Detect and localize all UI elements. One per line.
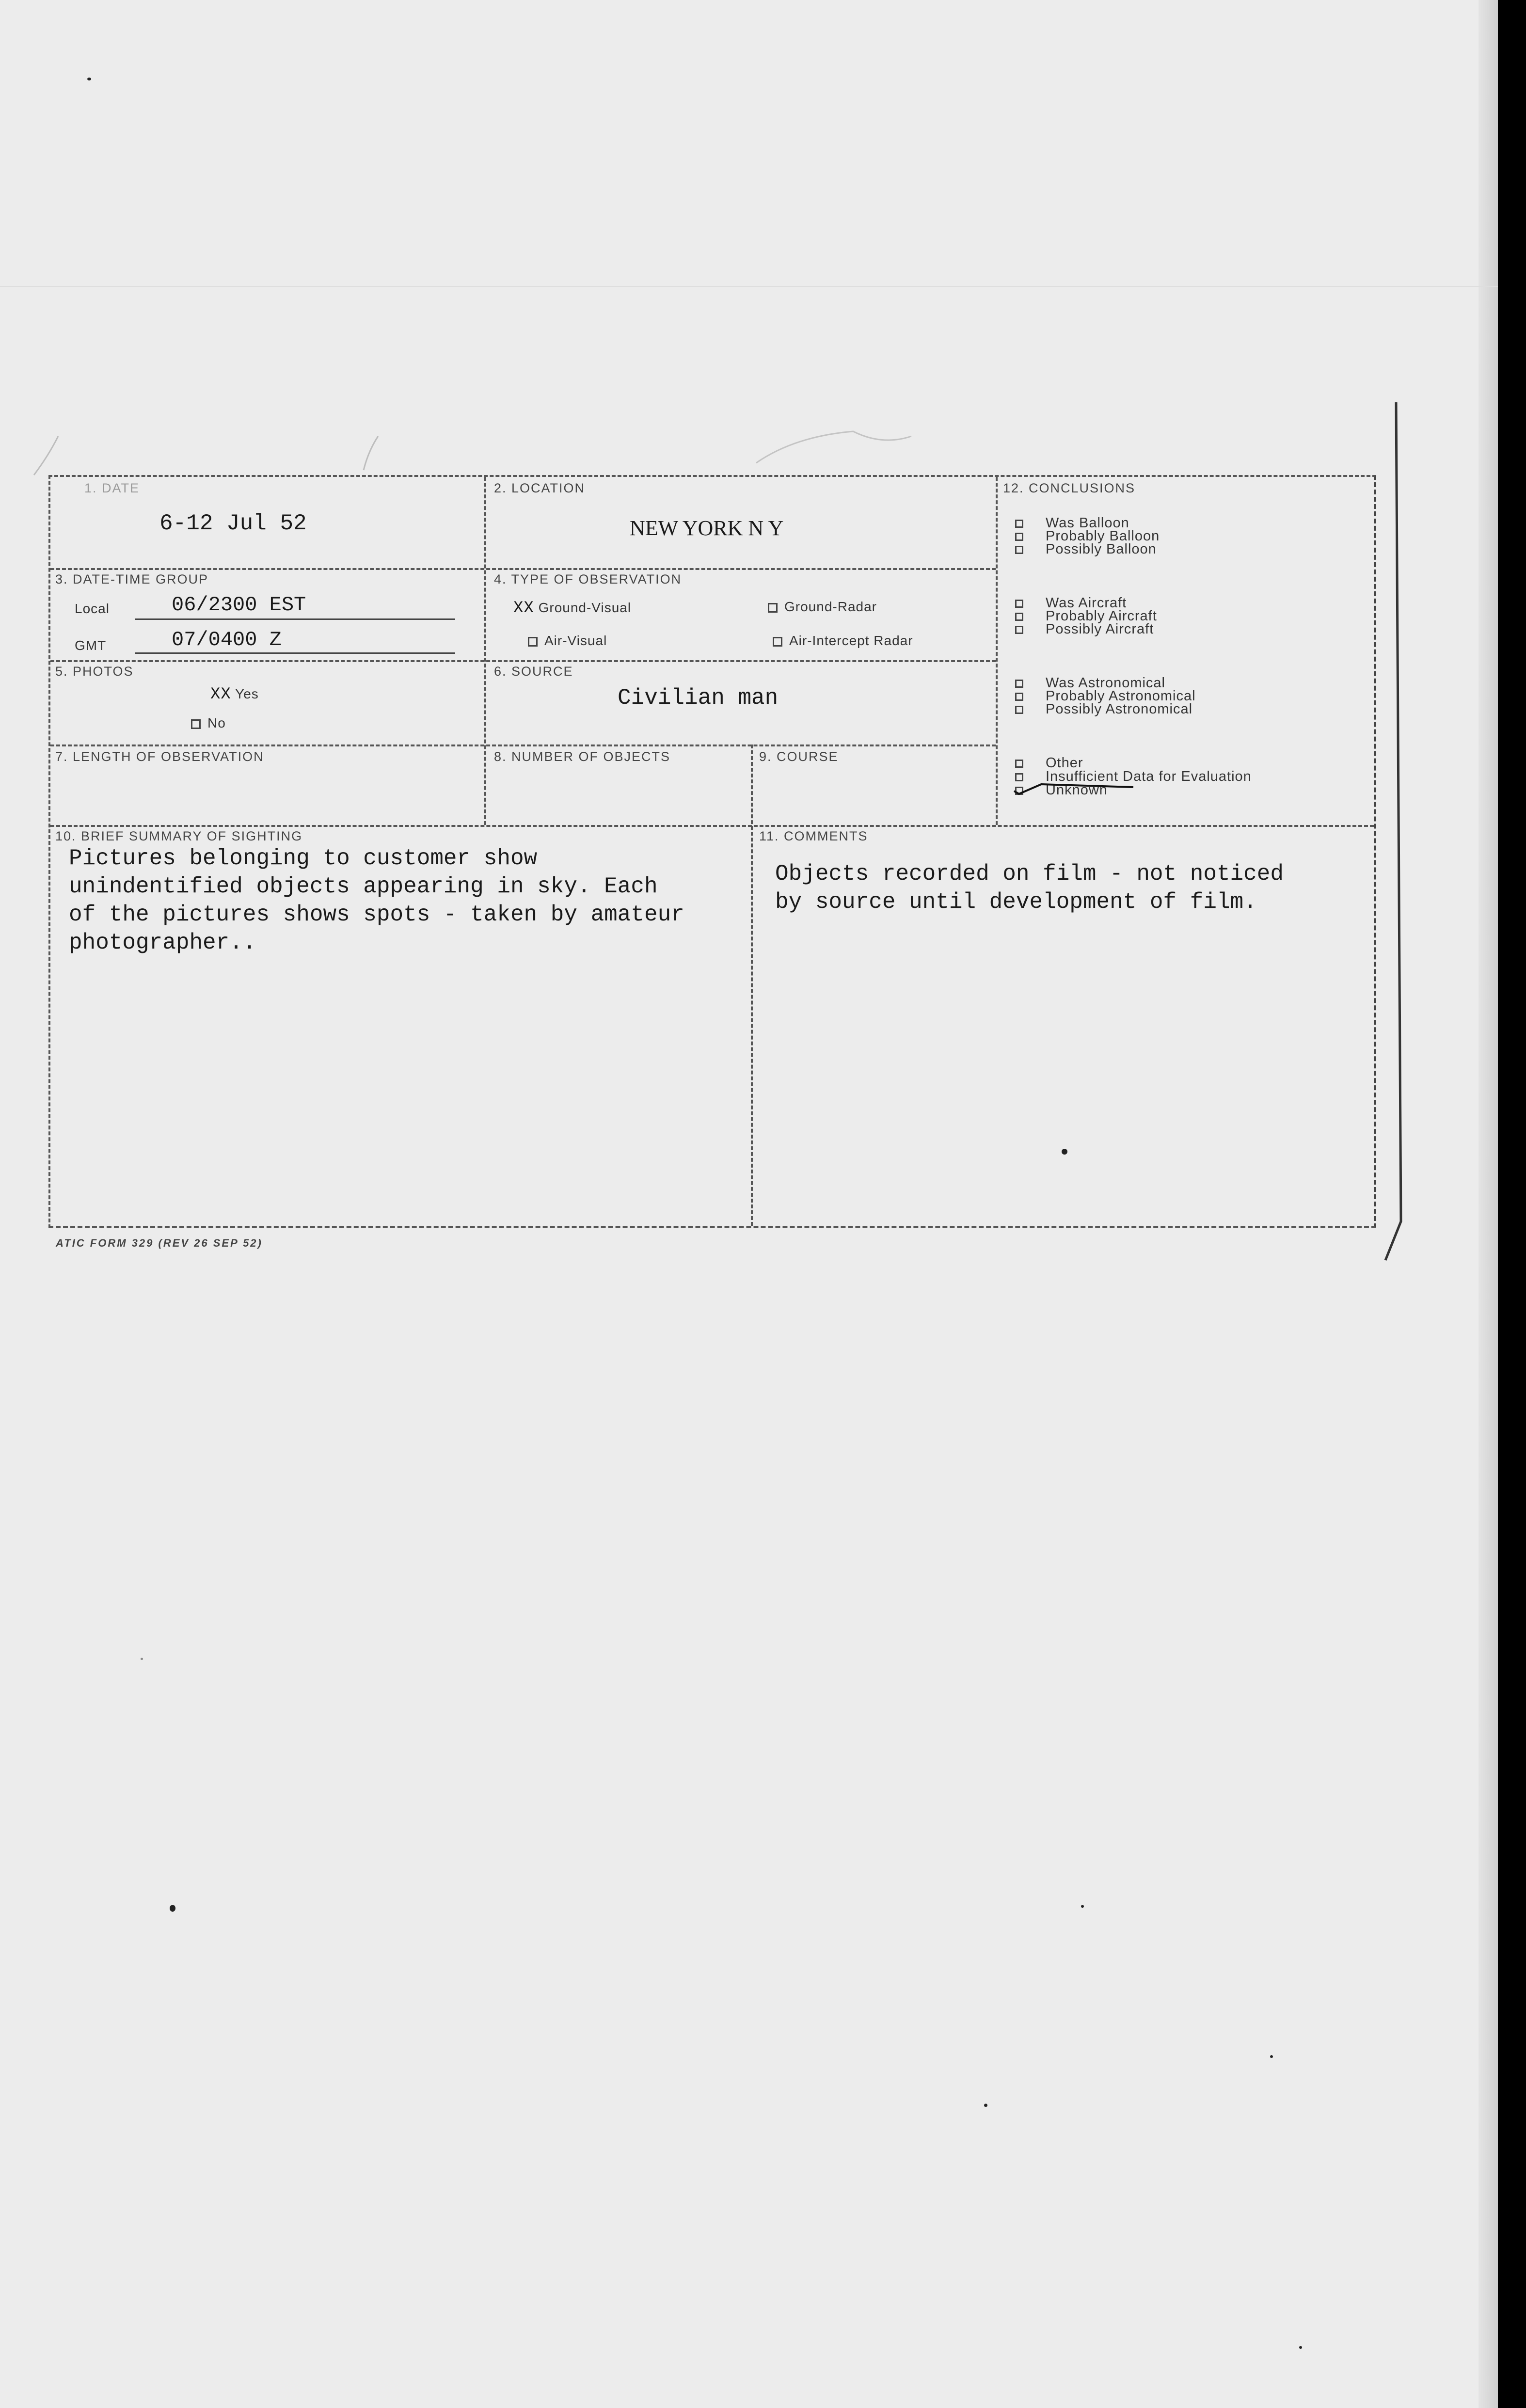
air-visual-checkbox	[528, 637, 538, 647]
conclusion-checkbox	[1015, 613, 1023, 621]
photos-yes-option	[210, 685, 259, 704]
number-of-objects-label: 8. NUMBER OF OBJECTS	[494, 749, 671, 764]
conclusion-text: Was Astronomical	[1046, 675, 1165, 691]
date-value: 6-12 Jul 52	[159, 511, 307, 536]
dust-speck	[1081, 1905, 1084, 1908]
row-divider-4	[50, 825, 1374, 827]
atic-form	[48, 475, 1376, 1228]
ground-visual-text: Ground-Visual	[538, 600, 632, 615]
page-fold-line	[0, 286, 1498, 287]
conclusion-text: Probably Balloon	[1046, 528, 1160, 544]
gmt-underline	[135, 652, 455, 654]
conclusion-checkbox	[1015, 546, 1023, 554]
conclusion-text: Possibly Astronomical	[1046, 701, 1193, 717]
source-label: 6. SOURCE	[494, 664, 573, 679]
col-divider-1	[484, 477, 486, 825]
ground-visual-mark: XX	[513, 599, 534, 618]
conclusion-text: Probably Aircraft	[1046, 608, 1157, 624]
photos-no-option	[191, 715, 226, 731]
dust-speck	[1062, 1149, 1067, 1155]
dust-speck	[87, 78, 91, 80]
conclusion-text: Possibly Aircraft	[1046, 621, 1154, 637]
dust-speck	[984, 2104, 987, 2107]
air-visual-option	[528, 633, 607, 649]
row-divider-2	[50, 660, 996, 662]
photos-yes-text: Yes	[235, 686, 259, 701]
ground-radar-option	[768, 599, 877, 615]
row-divider-1	[50, 568, 996, 570]
margin-line	[1382, 397, 1420, 1270]
conclusion-checkbox	[1015, 680, 1023, 688]
gmt-label: GMT	[75, 638, 107, 653]
conclusion-item	[1015, 621, 1154, 637]
conclusion-item	[1015, 701, 1192, 717]
col-divider-2	[751, 745, 753, 1226]
gmt-value: 07/0400 Z	[172, 628, 282, 651]
conclusion-checkbox	[1015, 626, 1023, 634]
photos-yes-mark: XX	[210, 685, 231, 704]
conclusion-checkbox	[1015, 520, 1023, 528]
photos-no-text: No	[207, 715, 226, 730]
check-mark-icon	[1012, 777, 1138, 797]
air-intercept-radar-text: Air-Intercept Radar	[789, 633, 913, 648]
location-label: 2. LOCATION	[494, 481, 586, 495]
type-of-observation-label: 4. TYPE OF OBSERVATION	[494, 572, 682, 586]
local-value: 06/2300 EST	[172, 593, 306, 617]
conclusion-checkbox	[1015, 706, 1023, 714]
conclusion-text: Other	[1046, 755, 1083, 771]
dust-speck	[141, 1658, 143, 1660]
date-time-group-label: 3. DATE-TIME GROUP	[55, 572, 209, 586]
ground-radar-checkbox	[768, 603, 778, 613]
course-label: 9. COURSE	[759, 749, 839, 764]
length-of-observation-label: 7. LENGTH OF OBSERVATION	[55, 749, 264, 764]
conclusions-label: 12. CONCLUSIONS	[1003, 481, 1136, 495]
col-divider-3	[996, 477, 998, 825]
air-intercept-radar-option	[773, 633, 913, 649]
air-intercept-radar-checkbox	[773, 637, 782, 647]
conclusion-checkbox	[1015, 533, 1023, 541]
date-label: 1. DATE	[84, 481, 140, 495]
photos-no-checkbox	[191, 719, 201, 729]
conclusion-checkbox	[1015, 693, 1023, 701]
conclusion-item	[1015, 782, 1108, 798]
form-footer: ATIC FORM 329 (REV 26 SEP 52)	[56, 1237, 263, 1249]
local-underline	[135, 618, 455, 620]
conclusion-text: Was Balloon	[1046, 515, 1129, 531]
ground-radar-text: Ground-Radar	[784, 599, 877, 614]
conclusion-text: Unknown	[1046, 782, 1108, 798]
location-value: NEW YORK N Y	[630, 516, 784, 540]
conclusion-text: Was Aircraft	[1046, 595, 1127, 611]
local-label: Local	[75, 601, 110, 616]
air-visual-text: Air-Visual	[544, 633, 607, 648]
page-edge-shadow	[1478, 0, 1498, 2408]
conclusion-item	[1015, 541, 1157, 557]
brief-summary-label: 10. BRIEF SUMMARY OF SIGHTING	[55, 829, 303, 843]
conclusion-text: Insufficient Data for Evaluation	[1046, 769, 1252, 784]
dust-speck	[170, 1905, 175, 1912]
brief-summary-text: Pictures belonging to customer show unindentified objects appearing in sky. Each of the pictures shows spots - taken by amateur photographer..	[69, 846, 684, 955]
comments-text: Objects recorded on film - not noticed by source until development of film.	[775, 861, 1284, 915]
conclusion-checkbox	[1015, 600, 1023, 608]
ground-visual-option	[513, 599, 631, 618]
row-divider-3	[50, 745, 996, 746]
conclusion-text: Probably Astronomical	[1046, 688, 1196, 704]
source-value: Civilian man	[618, 685, 779, 711]
dust-speck	[1299, 2346, 1302, 2349]
conclusion-text: Possibly Balloon	[1046, 541, 1157, 557]
comments-label: 11. COMMENTS	[759, 829, 868, 843]
dust-speck	[1270, 2055, 1273, 2058]
conclusion-checkbox	[1015, 760, 1023, 768]
photos-label: 5. PHOTOS	[55, 664, 134, 679]
